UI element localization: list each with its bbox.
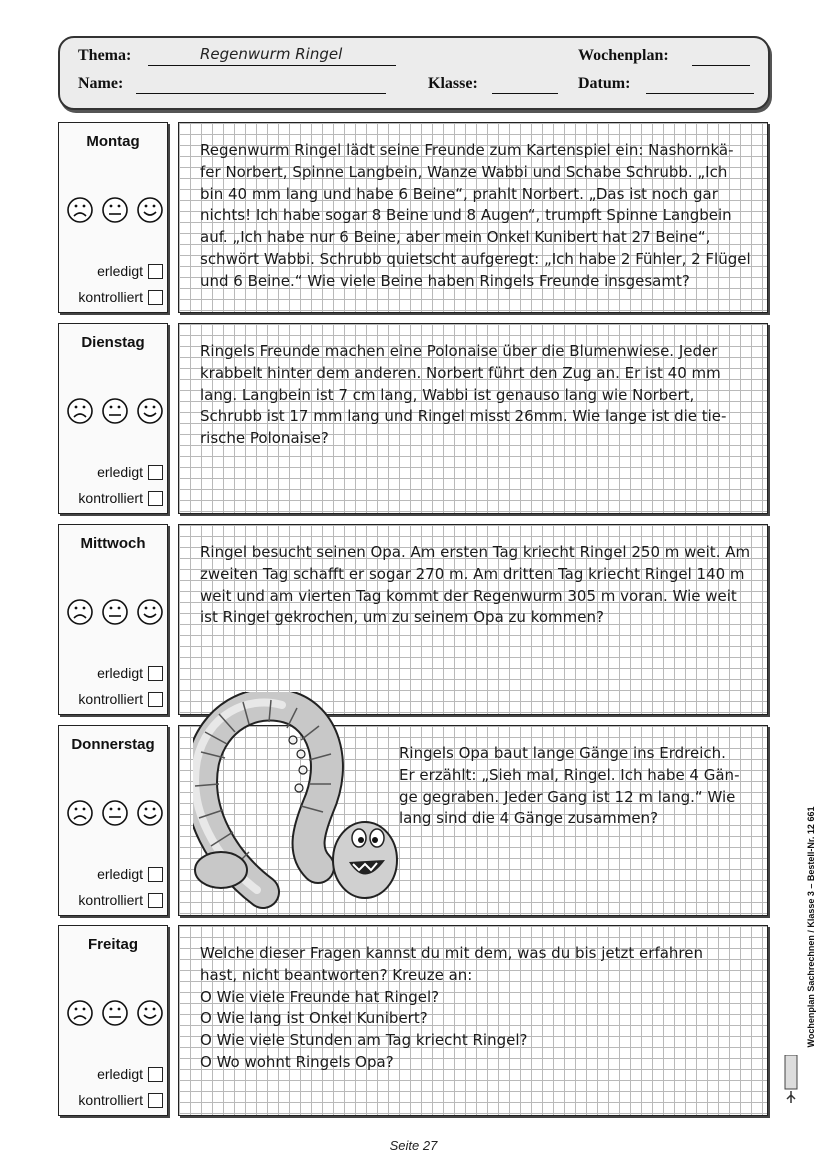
task-grid-montag <box>178 122 768 313</box>
worm-illustration <box>193 692 403 914</box>
done-row <box>59 258 163 284</box>
checked-checkbox[interactable] <box>148 491 163 506</box>
day-freitag <box>58 925 768 1114</box>
checked-checkbox[interactable] <box>148 290 163 305</box>
happy-face-icon[interactable] <box>138 198 162 222</box>
thema-line[interactable] <box>148 65 396 66</box>
checked-row <box>59 1087 163 1113</box>
done-row <box>59 861 163 887</box>
neutral-face-icon[interactable] <box>103 198 127 222</box>
neutral-face-icon[interactable] <box>103 600 127 624</box>
klasse-line[interactable] <box>492 93 558 94</box>
name-line[interactable] <box>136 93 386 94</box>
day-box-mittwoch <box>58 524 168 715</box>
checked-row <box>59 887 163 913</box>
task-text: Ringels Opa baut lange Gänge ins Erdreich. Er erzählt: „Sieh mal, Ringel. Ich habe 4 Gän- ge gegraben. Jeder Gang ist 12 m lang.“ Wie lang sind die 4 Gänge zusammen? <box>399 744 740 828</box>
page-number: Seite 27 <box>389 1138 438 1153</box>
task-grid-dienstag <box>178 323 768 514</box>
done-row <box>59 660 163 686</box>
datum-label: Datum: <box>578 75 631 92</box>
wochenplan-line[interactable] <box>692 65 750 66</box>
task-text: Welche dieser Fragen kannst du mit dem, was du bis jetzt erfahren hast, nicht beantworten? Kreuze an: O Wie viele Freunde hat Ringel? O Wie lang ist Onkel Kunibert? O Wie viele Stunden am Tag kriecht Ringel? O Wo wohnt Ringels Opa? <box>200 944 703 1071</box>
check-group <box>59 1061 163 1113</box>
done-row <box>59 459 163 485</box>
side-note <box>801 762 816 1092</box>
happy-face-icon[interactable] <box>138 399 162 423</box>
done-checkbox[interactable] <box>148 867 163 882</box>
day-mittwoch <box>58 524 768 713</box>
task-text: Ringel besucht seinen Opa. Am ersten Tag kriecht Ringel 250 m weit. Am zweiten Tag schafft er sogar 270 m. Am dritten Tag kriecht Ringel 140 m weit und am vierten Tag kommt der Regenwurm 305 m voran. Wie weit ist Ringel gekrochen, um zu seinem Opa zu kommen? <box>200 543 751 627</box>
task-grid-freitag <box>178 925 768 1116</box>
checked-label: kontrolliert <box>78 691 143 707</box>
wochenplan-label: Wochenplan: <box>578 47 669 64</box>
task-text: Regenwurm Ringel lädt seine Freunde zum Kartenspiel ein: Nashornkä- fer Norbert, Spinne Langbein, Wanze Wabbi und Schabe Schrubb. „Ich bin 40 mm lang und habe 6 Beine“, prahlt Norbert. „Das ist noch gar nichts! Ich habe sogar 8 Beine und 8 Augen“, trumpft Spinne Langbein auf. „Ich habe nur 6 Beine, aber mein Onkel Kunibert hat 27 Beine“, schwört Wabbi. Schrubb quietscht aufgeregt: „Ich habe 2 Fühler, 2 Flügel und 6 Beine.“ Wie viele Beine haben Ringels Freunde insgesamt? <box>200 141 751 290</box>
mood-smileys <box>65 195 165 225</box>
task-text: Ringels Freunde machen eine Polonaise über die Blumenwiese. Jeder krabbelt hinter dem anderen. Norbert führt den Zug an. Er ist 40 mm lang. Langbein ist 7 cm lang, Wabbi ist genauso lang wie Norbert, Schrubb ist 17 mm lang und Ringel misst 26mm. Wie lange ist die tie- rische Polonaise? <box>200 342 727 448</box>
day-name: Freitag <box>87 936 138 953</box>
day-montag <box>58 122 768 311</box>
day-box-donnerstag <box>58 725 168 916</box>
done-checkbox[interactable] <box>148 666 163 681</box>
sad-face-icon[interactable] <box>68 399 92 423</box>
mood-smileys <box>65 798 165 828</box>
check-group <box>59 258 163 310</box>
checked-row <box>59 485 163 511</box>
checked-label: kontrolliert <box>78 490 143 506</box>
check-group <box>59 459 163 511</box>
done-label: erledigt <box>97 665 143 681</box>
day-dienstag <box>58 323 768 512</box>
mood-smileys <box>65 998 165 1028</box>
day-donnerstag <box>58 725 768 914</box>
done-checkbox[interactable] <box>148 465 163 480</box>
done-label: erledigt <box>97 464 143 480</box>
checked-label: kontrolliert <box>78 892 143 908</box>
day-name: Dienstag <box>81 334 145 351</box>
worm-icon <box>195 700 397 898</box>
checked-checkbox[interactable] <box>148 692 163 707</box>
mood-smileys <box>65 597 165 627</box>
checked-checkbox[interactable] <box>148 1093 163 1108</box>
day-box-montag <box>58 122 168 313</box>
day-name: Donnerstag <box>71 736 155 753</box>
check-group <box>59 861 163 913</box>
mood-smileys <box>65 396 165 426</box>
done-label: erledigt <box>97 1066 143 1082</box>
klasse-label: Klasse: <box>428 75 478 92</box>
sad-face-icon[interactable] <box>68 1001 92 1025</box>
neutral-face-icon[interactable] <box>103 1001 127 1025</box>
sad-face-icon[interactable] <box>68 600 92 624</box>
task-grid-mittwoch <box>178 524 768 715</box>
header-box <box>58 36 770 110</box>
name-label: Name: <box>78 75 124 92</box>
day-name: Mittwoch <box>80 535 146 552</box>
sad-face-icon[interactable] <box>68 198 92 222</box>
neutral-face-icon[interactable] <box>103 399 127 423</box>
happy-face-icon[interactable] <box>138 600 162 624</box>
day-name: Montag <box>86 133 140 150</box>
done-label: erledigt <box>97 263 143 279</box>
thema-value: Regenwurm Ringel <box>200 45 343 63</box>
happy-face-icon[interactable] <box>138 801 162 825</box>
done-checkbox[interactable] <box>148 1067 163 1082</box>
checked-label: kontrolliert <box>78 289 143 305</box>
checked-checkbox[interactable] <box>148 893 163 908</box>
publisher-logo-icon <box>784 1055 798 1105</box>
check-group <box>59 660 163 712</box>
checked-row <box>59 686 163 712</box>
thema-label: Thema: <box>78 47 132 64</box>
side-note-text: Wochenplan Sachrechnen / Klasse 3 – Bestell-Nr. 12 661 <box>806 806 816 1048</box>
checked-label: kontrolliert <box>78 1092 143 1108</box>
done-row <box>59 1061 163 1087</box>
day-box-dienstag <box>58 323 168 514</box>
datum-line[interactable] <box>646 93 754 94</box>
done-label: erledigt <box>97 866 143 882</box>
sad-face-icon[interactable] <box>68 801 92 825</box>
day-box-freitag <box>58 925 168 1116</box>
happy-face-icon[interactable] <box>138 1001 162 1025</box>
neutral-face-icon[interactable] <box>103 801 127 825</box>
done-checkbox[interactable] <box>148 264 163 279</box>
checked-row <box>59 284 163 310</box>
